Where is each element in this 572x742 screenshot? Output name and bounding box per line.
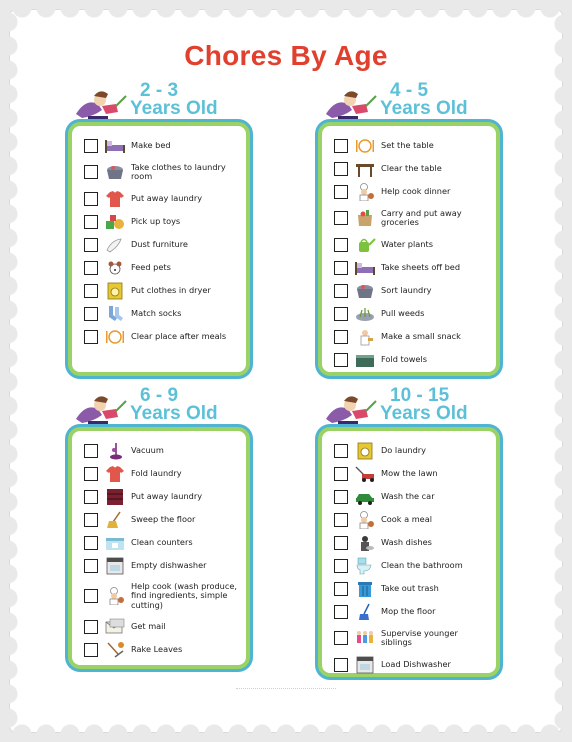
table-icon (354, 159, 376, 179)
chore-item (334, 439, 490, 462)
chore-checkbox[interactable] (84, 165, 98, 179)
dishwasher-icon (104, 556, 126, 576)
chore-checklist-panel (318, 427, 500, 677)
dryer-icon (104, 281, 126, 301)
chore-label: Mow the lawn (381, 467, 438, 478)
chore-checkbox[interactable] (334, 284, 348, 298)
chore-checkbox[interactable] (334, 211, 348, 225)
chore-label: Dust furniture (131, 238, 188, 249)
chore-checkbox[interactable] (84, 284, 98, 298)
chore-label: Help cook (wash produce, find ingredients, simple cutting) (131, 580, 238, 610)
chore-label: Take out trash (381, 582, 439, 593)
cleaning-mascot-icon (72, 86, 128, 126)
grocery-bag-icon (354, 208, 376, 228)
broom-icon (104, 510, 126, 530)
chore-label: Get mail (131, 620, 166, 631)
chore-label: Clear place after meals (131, 330, 227, 341)
chore-checkbox[interactable] (334, 490, 348, 504)
chore-label: Fold towels (381, 353, 427, 364)
section-4-5 (318, 80, 500, 364)
chore-item (334, 485, 490, 508)
chore-item (334, 157, 490, 180)
chore-item (84, 210, 240, 233)
chore-label: Sweep the floor (131, 513, 196, 524)
laundry-basket-icon (354, 281, 376, 301)
chore-label: Help cook dinner (381, 185, 451, 196)
chore-item (84, 279, 240, 302)
chore-checkbox[interactable] (84, 620, 98, 634)
chore-checkbox[interactable] (84, 467, 98, 481)
chore-checkbox[interactable] (334, 605, 348, 619)
chore-checkbox[interactable] (334, 261, 348, 275)
chore-label: Put away laundry (131, 490, 203, 501)
chore-checkbox[interactable] (334, 307, 348, 321)
chore-label: Take sheets off bed (381, 261, 461, 272)
chore-item (84, 577, 240, 615)
chore-item (84, 531, 240, 554)
chore-checkbox[interactable] (334, 353, 348, 367)
weeds-icon (354, 304, 376, 324)
chore-label: Pick up toys (131, 215, 181, 226)
chore-checkbox[interactable] (84, 238, 98, 252)
section-heading (68, 80, 250, 124)
place-setting-icon (104, 327, 126, 347)
chore-item (334, 508, 490, 531)
rake-icon (104, 640, 126, 660)
chore-item (84, 302, 240, 325)
dresser-icon (104, 487, 126, 507)
scalloped-border-left (8, 10, 22, 732)
car-icon (354, 487, 376, 507)
chore-checkbox[interactable] (334, 536, 348, 550)
chef-icon (354, 182, 376, 202)
chore-checkbox[interactable] (84, 589, 98, 603)
chore-checklist-panel (318, 122, 500, 376)
dishes-icon (354, 533, 376, 553)
place-setting-icon (354, 136, 376, 156)
cleaning-mascot-icon (322, 391, 378, 431)
socks-icon (104, 304, 126, 324)
chore-item (334, 462, 490, 485)
chore-label: Rake Leaves (131, 643, 183, 654)
chore-checkbox[interactable] (84, 444, 98, 458)
years-old-label: Years Old (130, 98, 218, 119)
dishwasher-icon (354, 655, 376, 675)
trash-can-icon (354, 579, 376, 599)
section-heading (318, 385, 500, 429)
chore-label: Load Dishwasher (381, 658, 451, 669)
chore-label: Feed pets (131, 261, 171, 272)
chore-item (334, 302, 490, 325)
chore-checkbox[interactable] (84, 536, 98, 550)
chore-item (84, 439, 240, 462)
chore-label: Sort laundry (381, 284, 432, 295)
chore-item (334, 233, 490, 256)
chore-item (84, 485, 240, 508)
chore-checkbox[interactable] (84, 559, 98, 573)
chore-item (84, 462, 240, 485)
vacuum-icon (104, 441, 126, 461)
age-range: 10 - 15 (390, 385, 450, 406)
chore-checkbox[interactable] (334, 139, 348, 153)
chore-checkbox[interactable] (84, 307, 98, 321)
bed-icon (104, 136, 126, 156)
chore-label: Make bed (131, 139, 171, 150)
chore-checkbox[interactable] (334, 162, 348, 176)
chore-checkbox[interactable] (334, 658, 348, 672)
chore-checkbox[interactable] (334, 513, 348, 527)
section-10-15 (318, 385, 500, 669)
shirt-icon (104, 464, 126, 484)
lawn-mower-icon (354, 464, 376, 484)
chore-label: Wash the car (381, 490, 435, 501)
chore-label: Match socks (131, 307, 182, 318)
scalloped-border-right (550, 10, 564, 732)
chef-icon (104, 586, 126, 606)
chore-item (84, 615, 240, 638)
toys-icon (104, 212, 126, 232)
chore-item (84, 325, 240, 348)
pet-icon (104, 258, 126, 278)
towel-icon (354, 350, 376, 370)
chore-checkbox[interactable] (84, 643, 98, 657)
chore-label: Wash dishes (381, 536, 432, 547)
chore-item (334, 348, 490, 371)
chore-checkbox[interactable] (334, 330, 348, 344)
chore-label: Clear the table (381, 162, 442, 173)
chore-label: Take clothes to laundry room (131, 161, 226, 181)
chore-item (84, 508, 240, 531)
shirt-icon (104, 189, 126, 209)
chore-checkbox[interactable] (334, 582, 348, 596)
chore-item (84, 187, 240, 210)
page-title: Chores By Age (184, 40, 388, 71)
chore-item (334, 554, 490, 577)
chore-label: Mop the floor (381, 605, 436, 616)
chore-item (334, 653, 490, 676)
years-old-label: Years Old (380, 403, 468, 424)
age-range: 4 - 5 (390, 80, 429, 101)
chore-item (334, 577, 490, 600)
chore-item (84, 157, 240, 187)
chore-label: Put clothes in dryer (131, 284, 211, 295)
mop-icon (354, 602, 376, 622)
chore-item (84, 256, 240, 279)
chore-item (84, 134, 240, 157)
section-heading (68, 385, 250, 429)
chore-checkbox[interactable] (84, 490, 98, 504)
chore-checkbox[interactable] (84, 513, 98, 527)
chore-checkbox[interactable] (84, 261, 98, 275)
watering-can-icon (354, 235, 376, 255)
mail-icon (104, 617, 126, 637)
chore-checkbox[interactable] (334, 444, 348, 458)
cleaning-mascot-icon (322, 86, 378, 126)
cleaning-mascot-icon (72, 391, 128, 431)
chore-checkbox[interactable] (334, 631, 348, 645)
years-old-label: Years Old (380, 98, 468, 119)
laundry-basket-icon (104, 162, 126, 182)
counter-icon (104, 533, 126, 553)
chore-label: Supervise younger siblings (381, 627, 458, 647)
chore-item (334, 203, 490, 233)
years-old-label: Years Old (130, 403, 218, 424)
chore-label: Do laundry (381, 444, 426, 455)
chore-item (84, 554, 240, 577)
chore-checkbox[interactable] (84, 139, 98, 153)
chore-label: Cook a meal (381, 513, 433, 524)
chore-label: Clean the bathroom (381, 559, 463, 570)
chore-checkbox[interactable] (334, 467, 348, 481)
chore-checklist-panel (68, 427, 250, 669)
chore-label: Put away laundry (131, 192, 203, 203)
chore-label: Fold laundry (131, 467, 182, 478)
chore-label: Clean counters (131, 536, 193, 547)
scalloped-border-top (10, 8, 562, 22)
chore-label: Pull weeds (381, 307, 425, 318)
chore-item (334, 279, 490, 302)
chore-item (84, 233, 240, 256)
duster-icon (104, 235, 126, 255)
age-range: 6 - 9 (140, 385, 179, 406)
chore-checklist-panel (68, 122, 250, 376)
chore-checkbox[interactable] (84, 215, 98, 229)
washing-machine-icon (354, 441, 376, 461)
chore-checkbox[interactable] (84, 192, 98, 206)
toilet-icon (354, 556, 376, 576)
chore-label: Carry and put away groceries (381, 207, 462, 227)
chore-item (334, 180, 490, 203)
chef-icon (354, 510, 376, 530)
chore-label: Make a small snack (381, 330, 461, 341)
scalloped-border-bottom (10, 720, 562, 734)
chore-label: Empty dishwasher (131, 559, 207, 570)
section-heading (318, 80, 500, 124)
section-6-9 (68, 385, 250, 654)
chore-item (84, 638, 240, 661)
age-range: 2 - 3 (140, 80, 179, 101)
chore-item (334, 600, 490, 623)
footer-watermark (236, 688, 336, 692)
section-2-3 (68, 80, 250, 341)
chore-label: Water plants (381, 238, 433, 249)
chore-item (334, 531, 490, 554)
chore-item (334, 256, 490, 279)
chore-item (334, 325, 490, 348)
chore-checkbox[interactable] (334, 559, 348, 573)
chore-label: Vacuum (131, 444, 164, 455)
kids-icon (354, 628, 376, 648)
bed-icon (354, 258, 376, 278)
snack-icon (354, 327, 376, 347)
chore-label: Set the table (381, 139, 434, 150)
chore-checkbox[interactable] (334, 185, 348, 199)
chore-checkbox[interactable] (84, 330, 98, 344)
chore-checkbox[interactable] (334, 238, 348, 252)
chore-item (334, 623, 490, 653)
chore-item (334, 134, 490, 157)
